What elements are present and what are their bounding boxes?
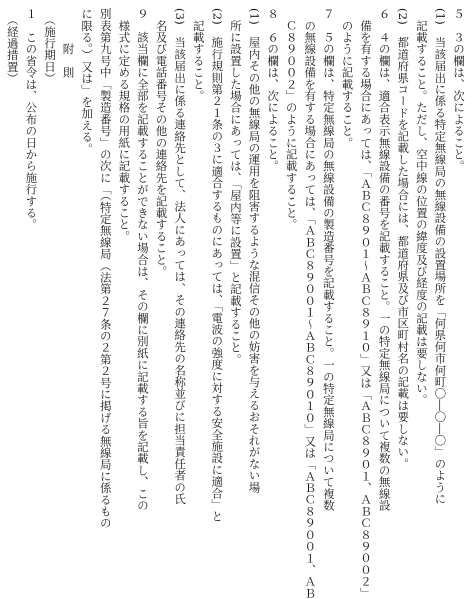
text-line: (2) 施行規則第２１条の３に適合するものにあっては、「電波の強度に対する安全施設に適合」と bbox=[210, 8, 225, 523]
text-line: 記載すること。ただし、空中線の位置の緯度及び経度の記載は要しない。 bbox=[414, 8, 429, 406]
text-line: (3) 当該届出に係る連絡先として、法人にあっては、その連絡先の名称並びに担当責任者の氏 bbox=[173, 8, 188, 505]
text-line: （施行期日） bbox=[42, 8, 57, 85]
text-line: の無線設備を有する場合にあっては、「ＡＢＣ８９００１～ＡＢＣ８９０１０」又は「ＡＢＣ８９００１、ＡＢ bbox=[303, 8, 318, 599]
supplementary-provisions-heading: 附 則 bbox=[61, 8, 76, 79]
text-line: 所に設置した場合にあっては、「屋内等に設置」と記載すること。 bbox=[228, 8, 243, 365]
text-line: ６ ４の欄は、適合表示無線設備の番号を記載すること。一の特定無線局について複数の無線設 bbox=[377, 8, 392, 512]
text-line: 様式に定める規格の用紙に記載すること。 bbox=[117, 8, 132, 242]
text-line: 別表第九号中「製造番号」の次に「（特定無線局（法第２７条の２第２号に掲げる無線局に係るもの bbox=[98, 8, 113, 529]
text-line: (1) 屋内その他の無線局の運用を阻害するような混信その他の妨害を与えるおそれがない場 bbox=[247, 8, 262, 493]
text-line: ９ 該当欄に全部を記載することができない場合は、その欄に別紙に記載する旨を記載し、この bbox=[135, 8, 150, 512]
text-line: ５ ３の欄は、次によること。 bbox=[452, 8, 466, 172]
text-line: １ この省令は、公布の日から施行する。 bbox=[24, 8, 39, 231]
text-line: 記載すること。 bbox=[191, 8, 206, 102]
text-line: （経過措置） bbox=[5, 8, 20, 85]
text-line: のように記載すること。 bbox=[340, 8, 355, 149]
text-line: (2) 都道府県コードを記載した場合には、都道府県及び市区町村名の記載は要しない。 bbox=[396, 8, 411, 470]
text-line: 備を有する場合にあっては、「ＡＢＣ８９０１～ＡＢＣ８９１０」又は「ＡＢＣ８９０１、ＡＢＣ８９００２」 bbox=[359, 8, 374, 599]
text-line: Ｃ８９００２」のように記載すること。 bbox=[284, 8, 299, 231]
text-line: ８ ６の欄は、次によること。 bbox=[266, 8, 281, 172]
text-line: (1) 当該届出に係る特定無線局の無線設備の設置場所を「何県何市何町〇―〇―〇」のように bbox=[433, 8, 448, 505]
text-line: 名及び電話番号その他の連絡先を記載すること。 bbox=[154, 8, 169, 278]
text-line: に限る。）又は」を加える。 bbox=[80, 8, 95, 155]
text-line bbox=[0, 8, 3, 558]
text-line: ７ ５の欄は、特定無線局の無線設備の製造番号を記載すること。一の特定無線局について複数 bbox=[321, 8, 336, 512]
